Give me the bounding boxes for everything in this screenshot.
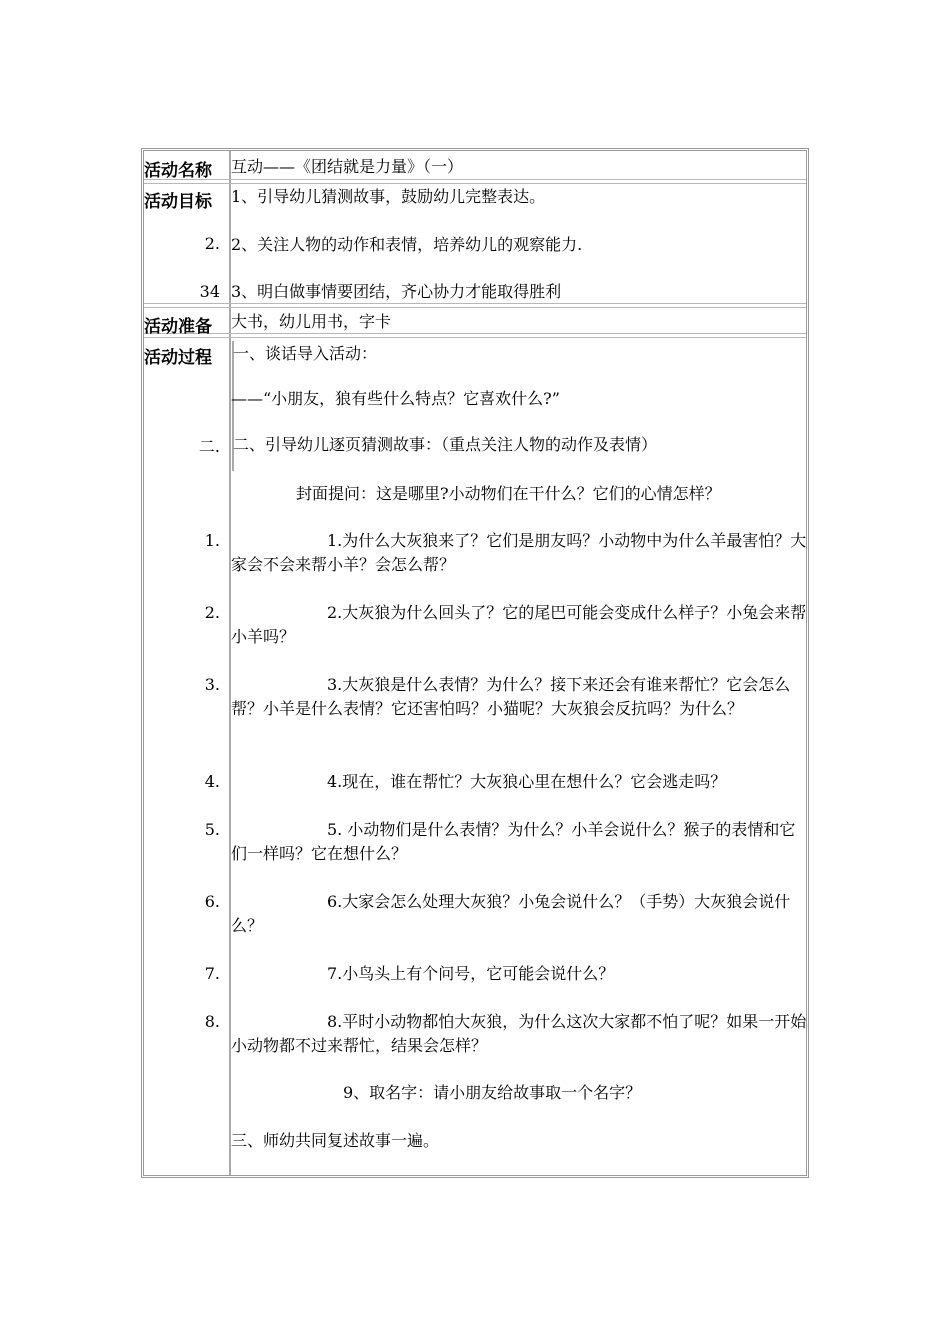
goal-item: 2、关注人物的动作和表情，培养幼儿的观察能力. (231, 235, 583, 254)
question-number: 6. (204, 892, 220, 911)
process-step2: 二、引导幼儿逐页猜测故事：（重点关注人物的动作及表情） (233, 435, 658, 454)
question-item: 7.小鸟头上有个问号，它可能会说什么？ (327, 964, 615, 983)
naming-activity: 9、取名字：请小朋友给故事取一个名字？ (343, 1083, 642, 1102)
question-item: 5. 小动物们是什么表情？为什么？小羊会说什么？猴子的表情和它们一样吗？它在想什么？ (231, 820, 796, 863)
question-number: 3. (204, 675, 220, 694)
row-divider (144, 179, 806, 184)
process-step1-question: ——“小朋友，狼有些什么特点？它喜欢什么?” (231, 389, 560, 408)
goal-item: 1、引导幼儿猜测故事，鼓励幼儿完整表达。 (231, 187, 546, 206)
question-item: 2.大灰狼为什么回头了？它的尾巴可能会变成什么样子？小兔会来帮小羊吗？ (231, 603, 807, 646)
question-item: 8.平时小动物都怕大灰狼，为什么这次大家都不怕了呢？如果一开始小动物都不过来帮忙，结果会怎样？ (231, 1012, 807, 1055)
question-number: 7. (204, 964, 220, 983)
question-number: 1. (204, 531, 220, 550)
question-number: 5. (204, 820, 220, 839)
label-activity-goals: 活动目标 (144, 192, 212, 212)
goal-item: 3、明白做事情要团结，齐心协力才能取得胜利 (231, 282, 562, 301)
step2-number: 二. (198, 437, 220, 456)
question-item: 3.大灰狼是什么表情？为什么？接下来还会有谁来帮忙？它会怎么帮？小羊是什么表情？它还害怕吗？小猫呢？大灰狼会反抗吗？为什么？ (231, 675, 791, 718)
goal-number: 34 (199, 282, 220, 301)
question-item: 4.现在，谁在帮忙？大灰狼心里在想什么？它会逃走吗？ (327, 772, 727, 791)
question-item: 1.为什么大灰狼来了？它们是朋友吗？小动物中为什么羊最害怕？大家会不会来帮小羊？会怎么帮？ (231, 531, 807, 574)
question-number: 8. (204, 1012, 220, 1031)
goal-number: 2. (204, 234, 220, 253)
process-step3: 三、师幼共同复述故事一遍。 (231, 1131, 440, 1150)
cover-question: 封面提问：这是哪里?小动物们在干什么？它们的心情怎样？ (296, 484, 721, 503)
label-activity-process: 活动过程 (144, 348, 212, 368)
label-activity-prep: 活动准备 (144, 317, 212, 337)
question-number: 2. (204, 603, 220, 622)
process-step1: 一、谈话导入活动： (233, 344, 378, 363)
activity-name-value: 互动——《团结就是力量》（一） (231, 157, 464, 176)
activity-prep-value: 大书，幼儿用书，字卡 (231, 312, 392, 331)
question-item: 6.大家会怎么处理大灰狼？小兔会说什么？（手势）大灰狼会说什么？ (231, 892, 791, 935)
question-number: 4. (204, 772, 220, 791)
label-activity-name: 活动名称 (144, 161, 212, 181)
